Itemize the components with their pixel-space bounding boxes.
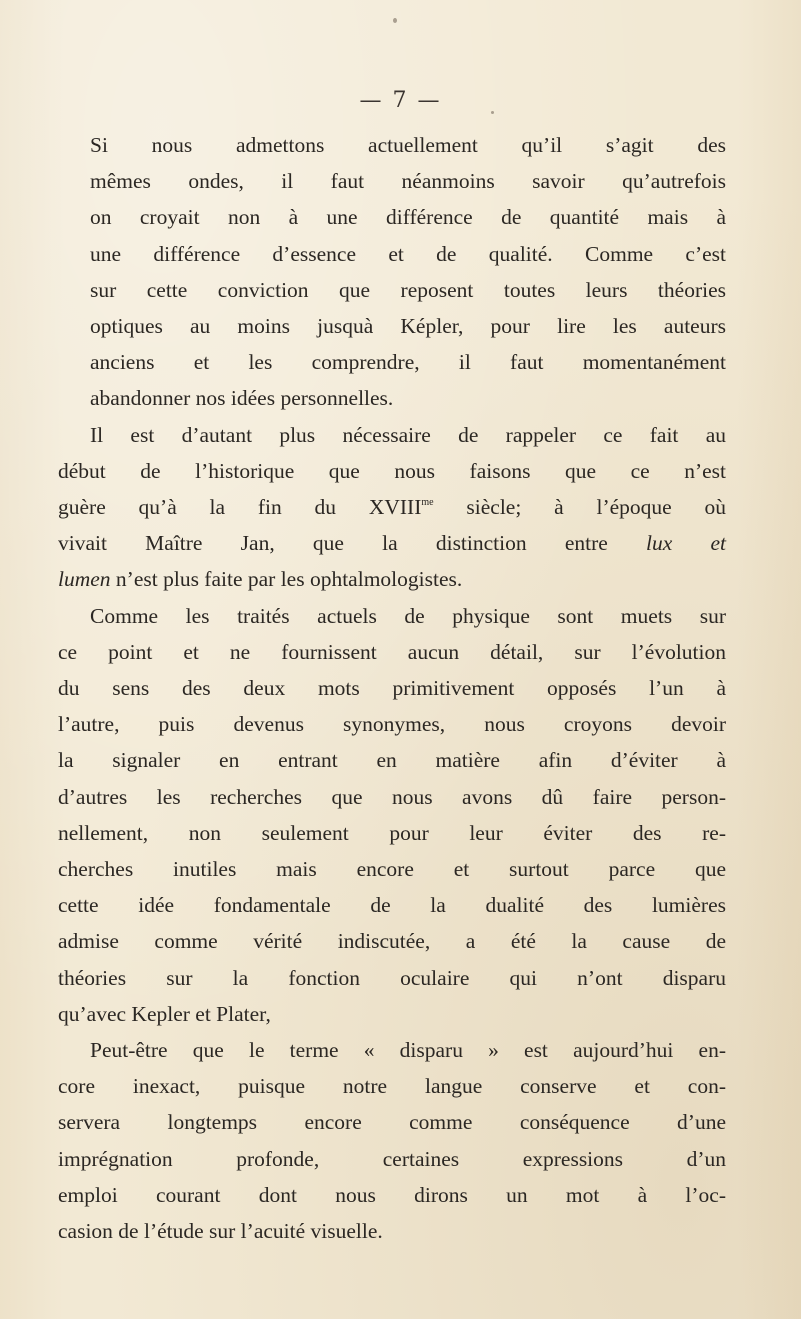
text-line: sur cette conviction que reposent toutes leurs théories bbox=[90, 277, 726, 302]
text-line: on croyait non à une différence de quantité mais à bbox=[90, 205, 726, 230]
italic-term-lux: lux bbox=[645, 531, 673, 556]
text-line-with-italics bbox=[58, 525, 726, 561]
text-line: cherches inutiles mais encore et surtout parce que bbox=[58, 857, 726, 882]
italic-term-et: et bbox=[710, 531, 726, 556]
ordinal-superscript: me bbox=[421, 497, 434, 509]
paragraph-4 bbox=[58, 1032, 726, 1249]
text-line: cette idée fondamentale de la dualité des lumières bbox=[58, 893, 726, 918]
text-line: une différence d’essence et de qualité. Comme c’est bbox=[90, 241, 726, 266]
text-line: emploi courant dont nous dirons un mot à l’oc- bbox=[58, 1182, 726, 1207]
text-line: Si nous admettons actuellement qu’il s’agit des bbox=[90, 133, 726, 157]
text-fragment: guère qu’à la fin du XVIII bbox=[58, 495, 422, 520]
paragraph-3 bbox=[58, 598, 726, 1032]
text-line: d’autres les recherches que nous avons dû faire person- bbox=[58, 784, 726, 809]
text-line: imprégnation profonde, certaines expressions d’un bbox=[58, 1146, 726, 1171]
text-line: Comme les traités actuels de physique sont muets sur bbox=[90, 603, 726, 628]
text-line: abandonner nos idées personnelles. bbox=[90, 386, 394, 411]
text-line: mêmes ondes, il faut néanmoins savoir qu’autrefois bbox=[90, 169, 726, 194]
text-line: admise comme vérité indiscutée, a été la cause de bbox=[58, 929, 726, 954]
text-line: optiques au moins jusquà Képler, pour lire les auteurs bbox=[90, 314, 726, 339]
paragraph-2 bbox=[58, 417, 726, 598]
text-line: du sens des deux mots primitivement opposés l’un à bbox=[58, 676, 726, 701]
paragraph-1 bbox=[58, 127, 726, 417]
text-line: nellement, non seulement pour leur éviter des re- bbox=[58, 820, 726, 845]
text-line: Peut-être que le terme « disparu » est aujourd’hui en- bbox=[90, 1038, 726, 1063]
text-line: début de l’historique que nous faisons que ce n’est bbox=[58, 458, 726, 483]
body-text bbox=[58, 127, 726, 1249]
text-line: Il est d’autant plus nécessaire de rappeler ce fait au bbox=[90, 422, 726, 447]
text-line: théories sur la fonction oculaire qui n’ont disparu bbox=[58, 965, 726, 990]
text-line: qu’avec Kepler et Plater, bbox=[58, 1001, 271, 1026]
text-fragment: siècle; à l’époque où bbox=[433, 495, 726, 520]
text-fragment: vivait Maître Jan, que la distinction entre bbox=[58, 531, 646, 556]
text-line-with-italics bbox=[58, 561, 726, 597]
text-line: servera longtemps encore comme conséquence d’une bbox=[58, 1110, 726, 1135]
text-line: core inexact, puisque notre langue conserve et con- bbox=[58, 1074, 726, 1099]
text-line: ce point et ne fournissent aucun détail, sur l’évolution bbox=[58, 639, 726, 664]
text-line: casion de l’étude sur l’acuité visuelle. bbox=[58, 1219, 383, 1244]
text-line: anciens et les comprendre, il faut momentanément bbox=[90, 350, 726, 375]
page-number: — 7 — bbox=[359, 88, 442, 113]
italic-term-lumen: lumen bbox=[58, 567, 111, 592]
text-line: l’autre, puis devenus synonymes, nous croyons devoir bbox=[58, 712, 726, 737]
text-line: la signaler en entrant en matière afin d’éviter à bbox=[58, 748, 726, 773]
paper-speck bbox=[393, 18, 397, 23]
text-fragment: n’est plus faite par les ophtalmologistes. bbox=[110, 567, 463, 592]
text-line-with-superscript bbox=[58, 489, 726, 525]
